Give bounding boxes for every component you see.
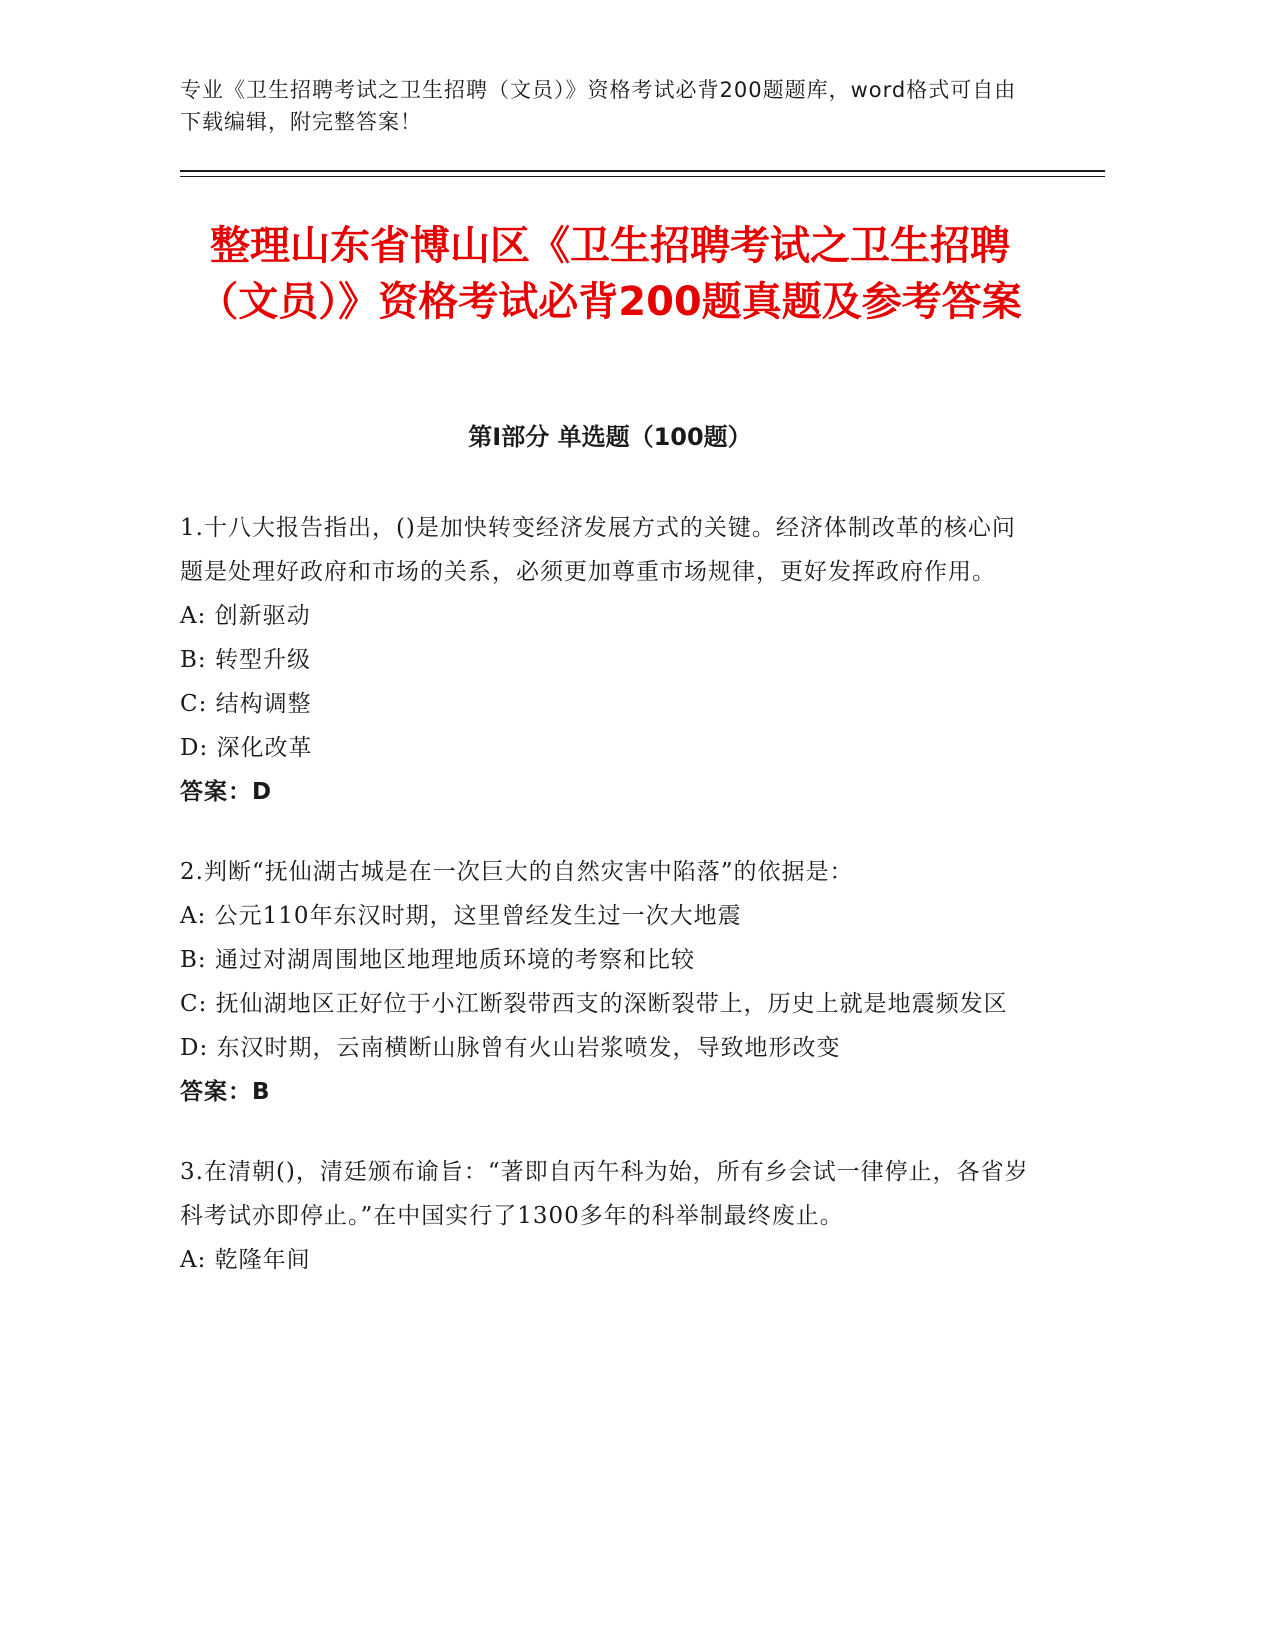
header-note: 专业《卫生招聘考试之卫生招聘（文员）》资格考试必背200题题库，word格式可自由下载编辑，附完整答案！ xyxy=(180,78,1017,134)
question-stem: 1.十八大报告指出，()是加快转变经济发展方式的关键。经济体制改革的核心问题是处理好政府和市场的关系，必须更加尊重市场规律，更好发挥政府作用。 xyxy=(180,515,1016,585)
option-b: B: 通过对湖周围地区地理地质环境的考察和比较 xyxy=(180,947,695,973)
section-heading: 第Ⅰ部分 单选题（100题） xyxy=(468,423,752,451)
header-rule-thick xyxy=(180,170,1105,172)
question-stem: 2.判断“抚仙湖古城是在一次巨大的自然灾害中陷落”的依据是： xyxy=(180,859,854,885)
option-b: B: 转型升级 xyxy=(180,647,311,673)
header-rule-thin xyxy=(180,176,1105,177)
question-2 xyxy=(180,850,1030,1114)
option-d: D: 东汉时期，云南横断山脉曾有火山岩浆喷发，导致地形改变 xyxy=(180,1035,841,1061)
option-a: A: 公元110年东汉时期，这里曾经发生过一次大地震 xyxy=(180,903,742,929)
question-stem: 3.在清朝()，清廷颁布谕旨：“著即自丙午科为始，所有乡会试一律停止，各省岁科考试亦即停止。”在中国实行了1300多年的科举制最终废止。 xyxy=(180,1159,1029,1229)
question-list xyxy=(180,506,1030,1318)
answer-line: 答案：D xyxy=(180,779,273,805)
option-c: C: 结构调整 xyxy=(180,691,312,717)
option-d: D: 深化改革 xyxy=(180,735,313,761)
question-1 xyxy=(180,506,1030,814)
option-a: A: 创新驱动 xyxy=(180,603,311,629)
answer-line: 答案：B xyxy=(180,1079,271,1105)
option-c: C: 抚仙湖地区正好位于小江断裂带西支的深断裂带上，历史上就是地震频发区 xyxy=(180,991,1008,1017)
option-a: A: 乾隆年间 xyxy=(180,1247,311,1273)
document-title: 整理山东省博山区《卫生招聘考试之卫生招聘（文员）》资格考试必背200题真题及参考答案 xyxy=(198,223,1022,325)
question-3 xyxy=(180,1150,1030,1282)
